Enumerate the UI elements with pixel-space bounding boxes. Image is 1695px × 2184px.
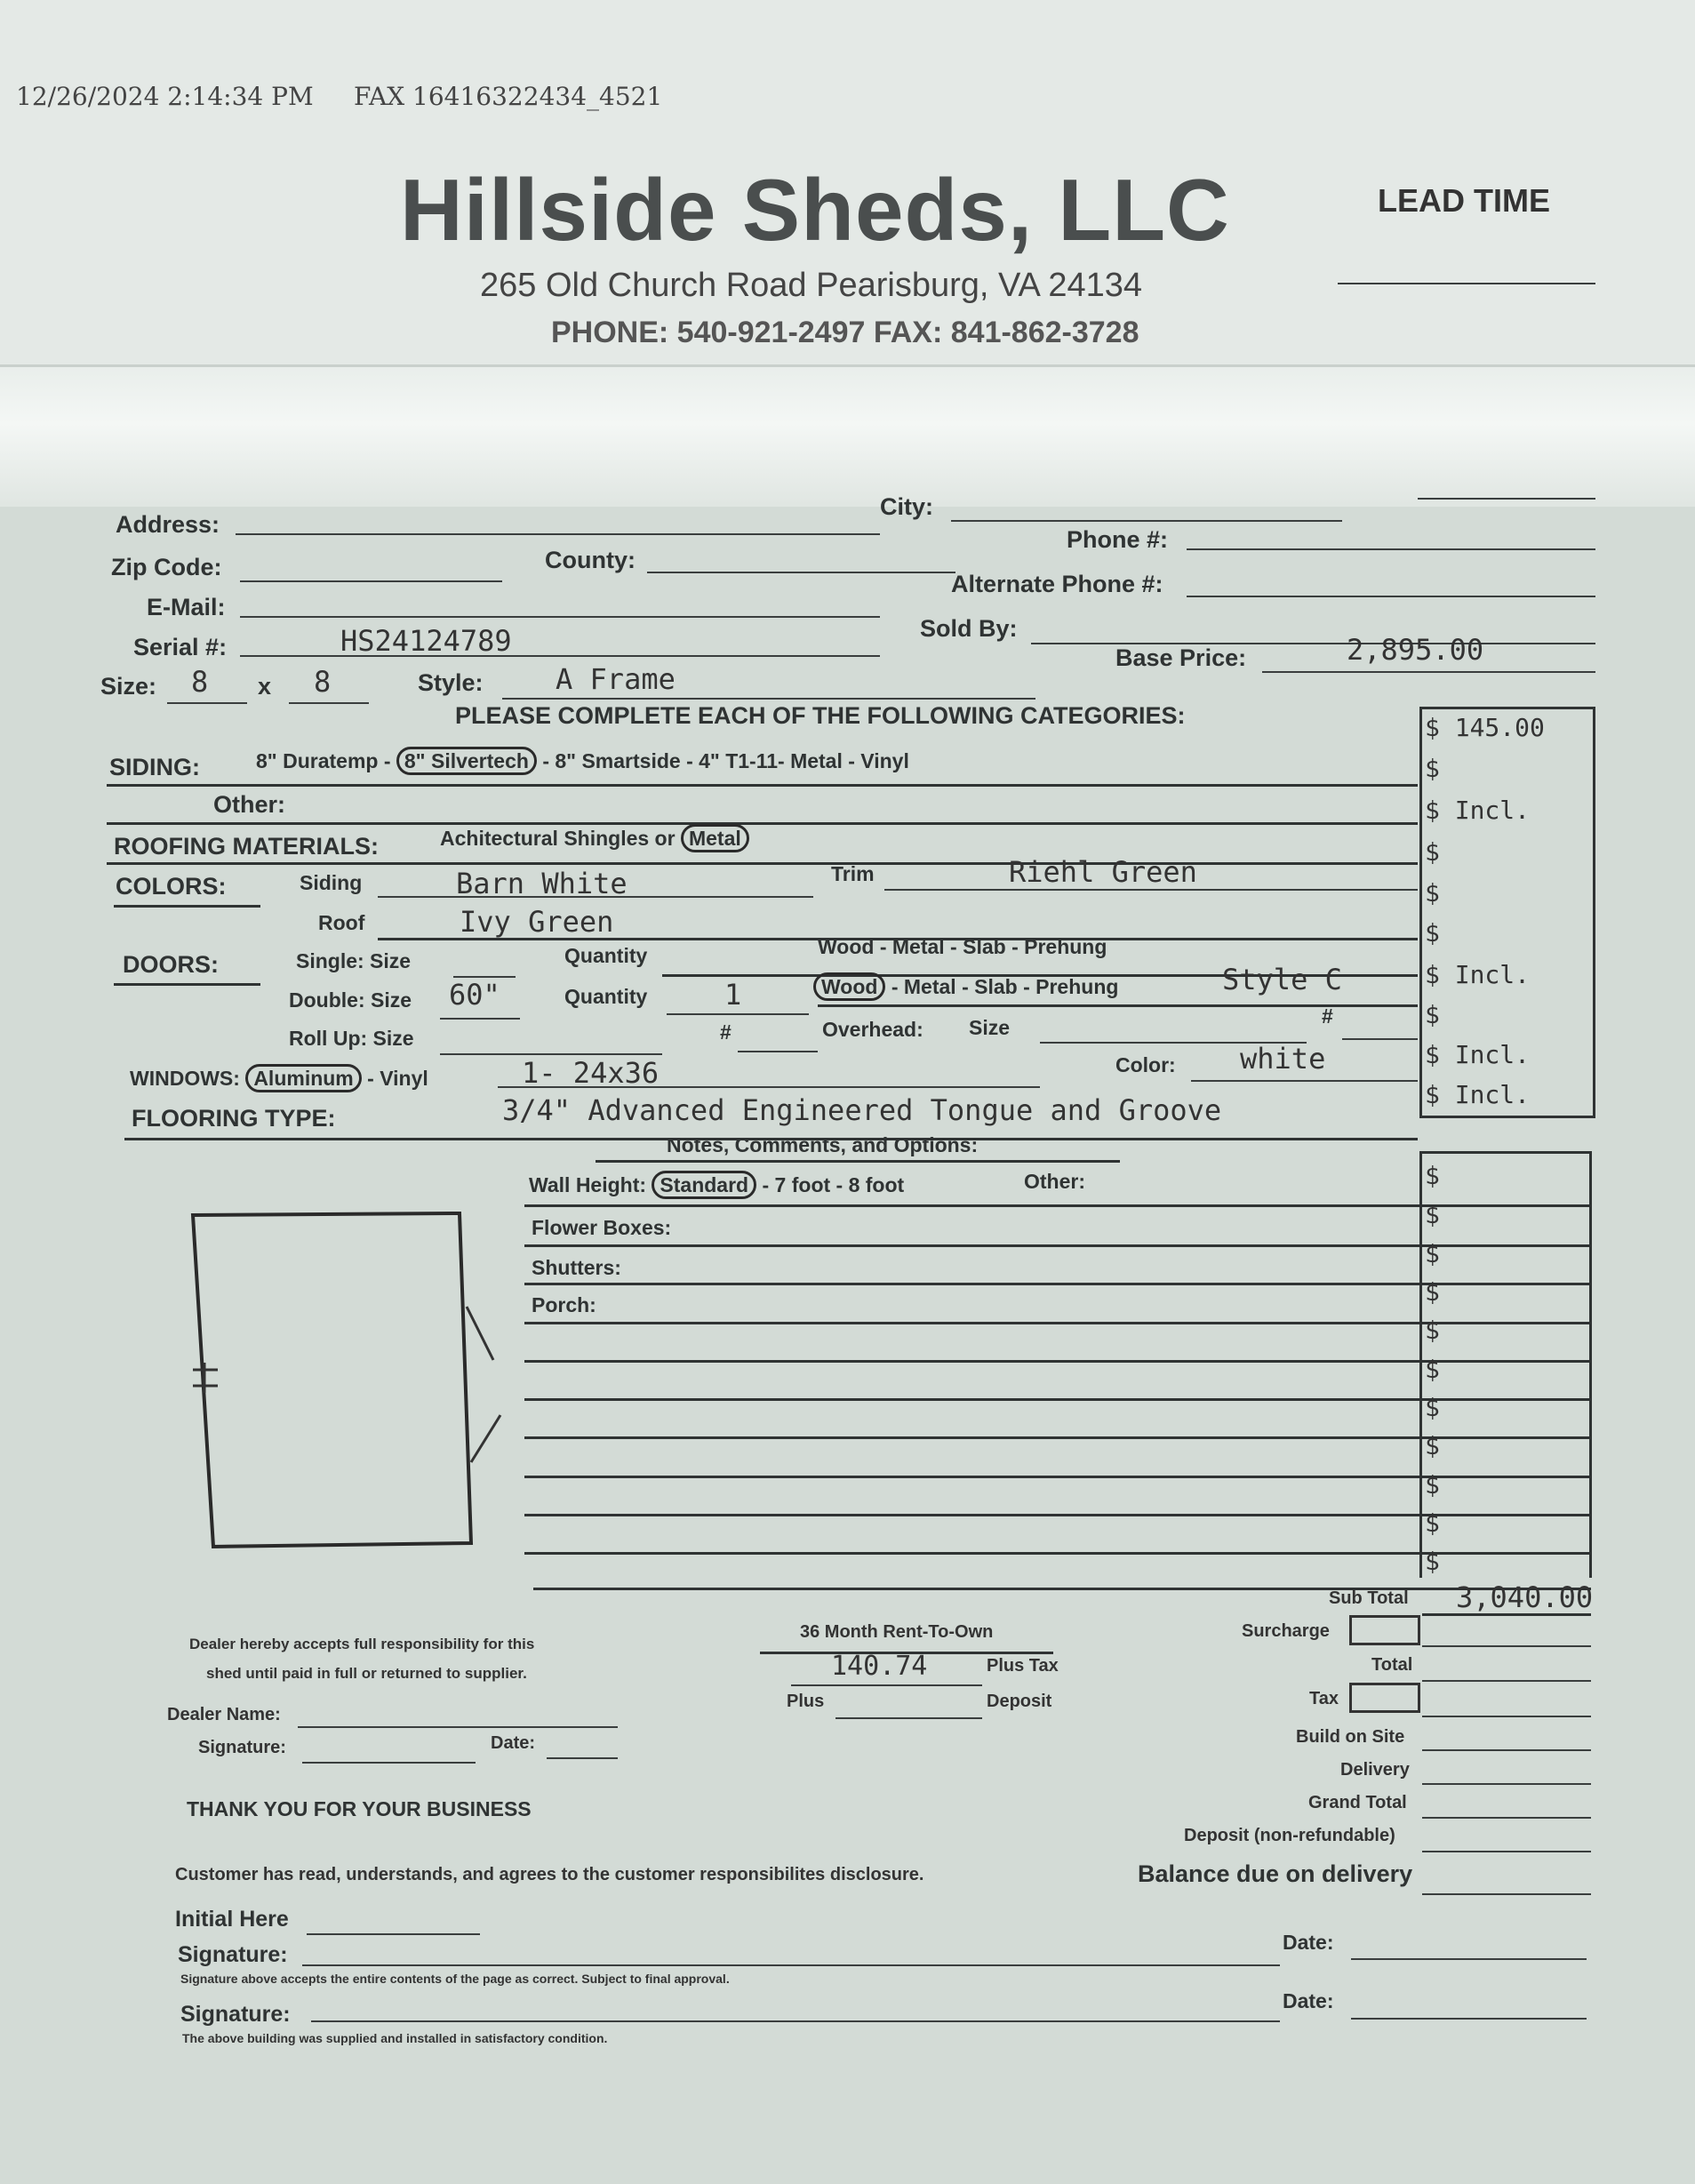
- address-label: Address:: [116, 511, 220, 538]
- windows-value: 1- 24x36: [522, 1056, 660, 1090]
- siding-option-duratemp: 8" Duratemp -: [256, 749, 391, 772]
- notes-other-label: Other:: [1024, 1170, 1085, 1193]
- balance-due-label: Balance due on delivery: [1138, 1860, 1413, 1887]
- sub-total-line: [1422, 1613, 1591, 1616]
- single-door-options: Wood - Metal - Slab - Prehung: [818, 935, 1107, 958]
- colors-label: COLORS:: [116, 873, 227, 900]
- siding-color-value: Barn White: [456, 867, 628, 900]
- sold-by-label: Sold By:: [920, 615, 1018, 642]
- thank-you-text: THANK YOU FOR YOUR BUSINESS: [187, 1797, 532, 1820]
- size-label: Size:: [100, 673, 157, 700]
- delivery-label: Delivery: [1340, 1760, 1410, 1780]
- double-size-label: Double: Size: [289, 988, 412, 1012]
- rto-amount: 140.74: [831, 1651, 928, 1682]
- company-address: 265 Old Church Road Pearisburg, VA 24134: [480, 267, 1142, 304]
- zip-label: Zip Code:: [111, 554, 222, 580]
- dealer-signature-label: Signature:: [198, 1738, 286, 1757]
- rollup-number-line: [738, 1051, 818, 1052]
- single-quantity-label: Quantity: [564, 944, 648, 967]
- phone-label: Phone #:: [1067, 526, 1169, 553]
- style-value: A Frame: [556, 662, 676, 696]
- customer-signature-label: Signature:: [178, 1942, 288, 1967]
- serial-line: [240, 655, 880, 657]
- roofing-label: ROOFING MATERIALS:: [114, 833, 379, 860]
- state-line: [1418, 498, 1595, 500]
- windows-line: [498, 1086, 1040, 1088]
- double-quantity-value: 1: [724, 978, 742, 1012]
- sub-total-value: 3,040.00: [1456, 1580, 1594, 1614]
- price-column-right-border: [1593, 707, 1595, 1116]
- notes-price-6: $: [1425, 1355, 1440, 1384]
- window-color-line: [1191, 1080, 1418, 1082]
- trim-label: Trim: [831, 862, 875, 885]
- roof-option-metal-selected: Metal: [681, 824, 749, 852]
- notes-price-9: $: [1425, 1470, 1440, 1500]
- zip-line: [240, 580, 502, 582]
- surcharge-label: Surcharge: [1242, 1621, 1330, 1641]
- overhead-number-line: [1342, 1038, 1418, 1040]
- double-door-wood-selected: Wood: [813, 972, 885, 1001]
- lead-time-label: LEAD TIME: [1378, 182, 1550, 219]
- notes-price-top-border: [1419, 1151, 1592, 1154]
- notes-line-11: [533, 1588, 1591, 1590]
- notes-price-7: $: [1425, 1393, 1440, 1422]
- delivery-line: [1422, 1783, 1591, 1785]
- price-flooring: $ Incl.: [1425, 1080, 1531, 1109]
- wall-height-other-options: - 7 foot - 8 foot: [762, 1173, 905, 1196]
- porch-label: Porch:: [532, 1293, 596, 1316]
- wall-height-label: Wall Height:: [529, 1173, 647, 1196]
- customer-agreement-text: Customer has read, understands, and agrees to the customer responsibilites disclosure.: [175, 1865, 924, 1884]
- notes-price-8: $: [1425, 1431, 1440, 1460]
- style-line: [502, 698, 1035, 700]
- notes-price-left-border: [1419, 1151, 1422, 1578]
- flooring-label: FLOORING TYPE:: [132, 1105, 336, 1132]
- notes-price-3: $: [1425, 1239, 1440, 1268]
- flooring-value: 3/4" Advanced Engineered Tongue and Groove: [502, 1093, 1222, 1127]
- wall-height-options: [529, 1173, 904, 1197]
- fax-timestamp: 12/26/2024 2:14:34 PM: [16, 82, 314, 111]
- dealer-name-line: [298, 1726, 618, 1728]
- roofing-options: [440, 827, 749, 851]
- rollup-number-label: #: [720, 1020, 732, 1044]
- initial-line: [307, 1933, 480, 1935]
- window-color-value: white: [1240, 1042, 1326, 1076]
- overhead-label: Overhead:: [822, 1018, 923, 1041]
- deposit-nonrefundable-label: Deposit (non-refundable): [1184, 1826, 1395, 1845]
- tax-box: [1349, 1683, 1420, 1713]
- overhead-size-label: Size: [969, 1016, 1011, 1039]
- county-line: [647, 572, 955, 573]
- grand-total-label: Grand Total: [1308, 1793, 1407, 1812]
- total-label: Total: [1371, 1655, 1413, 1675]
- other-row-line: [107, 822, 1418, 825]
- email-label: E-Mail:: [147, 594, 226, 620]
- deposit-line: [1422, 1851, 1591, 1852]
- phone-line: [1187, 548, 1595, 550]
- door-style-value: Style C: [1222, 963, 1342, 996]
- total-line: [1422, 1680, 1591, 1682]
- overhead-number-label: #: [1322, 1004, 1333, 1028]
- price-roofing: $ Incl.: [1425, 796, 1531, 825]
- rollup-size-label: Roll Up: Size: [289, 1027, 414, 1050]
- email-line: [240, 616, 880, 618]
- price-siding: $ 145.00: [1425, 713, 1545, 742]
- categories-heading: PLEASE COMPLETE EACH OF THE FOLLOWING CATEGORIES:: [455, 702, 1186, 729]
- window-vinyl-option: - Vinyl: [367, 1067, 428, 1090]
- alt-phone-line: [1187, 596, 1595, 597]
- surcharge-line: [1422, 1645, 1591, 1647]
- signature-note-2: The above building was supplied and installed in satisfactory condition.: [182, 2031, 608, 2045]
- siding-label: SIDING:: [109, 754, 201, 780]
- siding-row-line: [107, 784, 1418, 787]
- alt-phone-label: Alternate Phone #:: [951, 571, 1163, 597]
- price-trim: $: [1425, 878, 1440, 908]
- price-column-bottom-border: [1419, 1116, 1595, 1118]
- size-length: 8: [314, 665, 332, 699]
- dealer-date-label: Date:: [491, 1733, 536, 1753]
- install-date-line: [1351, 2018, 1587, 2020]
- double-door-others: - Metal - Slab - Prehung: [891, 975, 1119, 998]
- notes-price-10: $: [1425, 1508, 1440, 1538]
- single-size-label: Single: Size: [296, 949, 412, 972]
- notes-price-1: $: [1425, 1161, 1440, 1190]
- siding-options: [256, 749, 909, 773]
- serial-label: Serial #:: [133, 634, 228, 660]
- siding-color-label: Siding: [300, 871, 363, 894]
- doors-label: DOORS:: [123, 951, 219, 978]
- serial-value: HS24124789: [340, 624, 512, 658]
- initial-here-label: Initial Here: [175, 1907, 289, 1932]
- company-phone-fax: PHONE: 540-921-2497 FAX: 841-862-3728: [551, 316, 1139, 349]
- price-overhead: $: [1425, 1000, 1440, 1029]
- install-signature-line: [311, 2020, 1280, 2022]
- address-line: [236, 533, 880, 535]
- price-double-door: $ Incl.: [1425, 960, 1531, 989]
- base-price-value: 2,895.00: [1347, 633, 1484, 667]
- style-label: Style:: [418, 669, 484, 696]
- price-other: $: [1425, 754, 1440, 783]
- plus-tax-label: Plus Tax: [987, 1656, 1059, 1676]
- roof-color-label: Roof: [318, 911, 365, 934]
- dealer-signature-line: [302, 1762, 476, 1764]
- sub-total-label: Sub Total: [1329, 1588, 1409, 1608]
- price-column-top-border: [1419, 707, 1595, 709]
- siding-color-line: [378, 896, 813, 898]
- install-date-label: Date:: [1283, 1989, 1334, 2012]
- customer-date-label: Date:: [1283, 1931, 1334, 1954]
- price-single-door: $: [1425, 918, 1440, 948]
- colors-underline: [114, 905, 260, 908]
- dealer-responsibility-line-2: shed until paid in full or returned to supplier.: [206, 1665, 527, 1682]
- roofing-row-line: [107, 862, 1418, 865]
- notes-price-5: $: [1425, 1316, 1440, 1345]
- price-windows: $ Incl.: [1425, 1040, 1531, 1069]
- notes-price-11: $: [1425, 1547, 1440, 1576]
- flower-boxes-label: Flower Boxes:: [532, 1216, 672, 1239]
- signature-note-1: Signature above accepts the entire contents of the page as correct. Subject to final approval.: [180, 1972, 730, 1986]
- plus-deposit-line: [836, 1717, 982, 1719]
- floor-plan-sketch: [182, 1204, 511, 1556]
- price-column-left-border: [1419, 707, 1422, 1116]
- roof-color-value: Ivy Green: [460, 905, 614, 939]
- fax-id: FAX 16416322434_4521: [354, 82, 663, 111]
- windows-options: [130, 1067, 428, 1091]
- trim-line: [884, 889, 1418, 891]
- windows-label: WINDOWS:: [130, 1067, 240, 1090]
- window-aluminum-selected: Aluminum: [245, 1064, 361, 1092]
- lead-time-line: [1338, 283, 1595, 284]
- double-size-line: [440, 1018, 520, 1020]
- siding-option-others: - 8" Smartside - 4" T1-11- Metal - Vinyl: [542, 749, 909, 772]
- window-color-label: Color:: [1115, 1053, 1176, 1076]
- size-length-line: [289, 702, 369, 704]
- double-quantity-line: [667, 1013, 809, 1015]
- price-siding-color: $: [1425, 837, 1440, 867]
- city-label: City:: [880, 493, 933, 520]
- dealer-date-line: [547, 1757, 618, 1759]
- doors-underline: [114, 983, 260, 986]
- notes-price-right-border: [1589, 1151, 1592, 1578]
- notes-heading: Notes, Comments, and Options:: [667, 1133, 979, 1156]
- roof-option-shingles: Achitectural Shingles or: [440, 827, 676, 850]
- trim-value: Riehl Green: [1009, 855, 1197, 889]
- rto-amount-line: [791, 1684, 982, 1686]
- double-size-value: 60": [449, 978, 500, 1012]
- plus-label: Plus: [787, 1692, 825, 1711]
- surcharge-box: [1349, 1615, 1420, 1645]
- notes-price-4: $: [1425, 1277, 1440, 1307]
- notes-heading-line: [596, 1160, 1120, 1163]
- city-line: [951, 520, 1342, 522]
- clipboard-bar: [0, 364, 1695, 513]
- size-width: 8: [191, 665, 209, 699]
- dealer-name-label: Dealer Name:: [167, 1705, 281, 1724]
- dealer-responsibility-line-1: Dealer hereby accepts full responsibility for this: [189, 1636, 535, 1652]
- customer-date-line: [1351, 1958, 1587, 1960]
- deposit-label: Deposit: [987, 1692, 1052, 1711]
- notes-price-2: $: [1425, 1200, 1440, 1229]
- base-price-line: [1262, 671, 1595, 673]
- build-on-site-label: Build on Site: [1296, 1727, 1405, 1747]
- other-label: Other:: [213, 791, 285, 818]
- shutters-label: Shutters:: [532, 1256, 621, 1279]
- siding-option-silvertech-selected: 8" Silvertech: [396, 747, 537, 775]
- grand-total-line: [1422, 1817, 1591, 1819]
- install-signature-label: Signature:: [180, 2002, 291, 2027]
- rollup-size-line: [440, 1053, 662, 1055]
- county-label: County:: [545, 547, 636, 573]
- company-name: Hillside Sheds, LLC: [400, 161, 1230, 259]
- size-width-line: [167, 702, 247, 704]
- balance-due-line: [1422, 1893, 1591, 1895]
- size-x: x: [258, 673, 272, 700]
- build-on-site-line: [1422, 1749, 1591, 1751]
- tax-label: Tax: [1309, 1689, 1339, 1708]
- tax-line: [1422, 1716, 1591, 1717]
- customer-signature-line: [302, 1964, 1280, 1966]
- base-price-label: Base Price:: [1115, 644, 1247, 671]
- double-door-options: [813, 975, 1118, 999]
- double-quantity-label: Quantity: [564, 985, 648, 1008]
- wall-height-standard-selected: Standard: [652, 1171, 756, 1199]
- rto-label: 36 Month Rent-To-Own: [800, 1622, 994, 1642]
